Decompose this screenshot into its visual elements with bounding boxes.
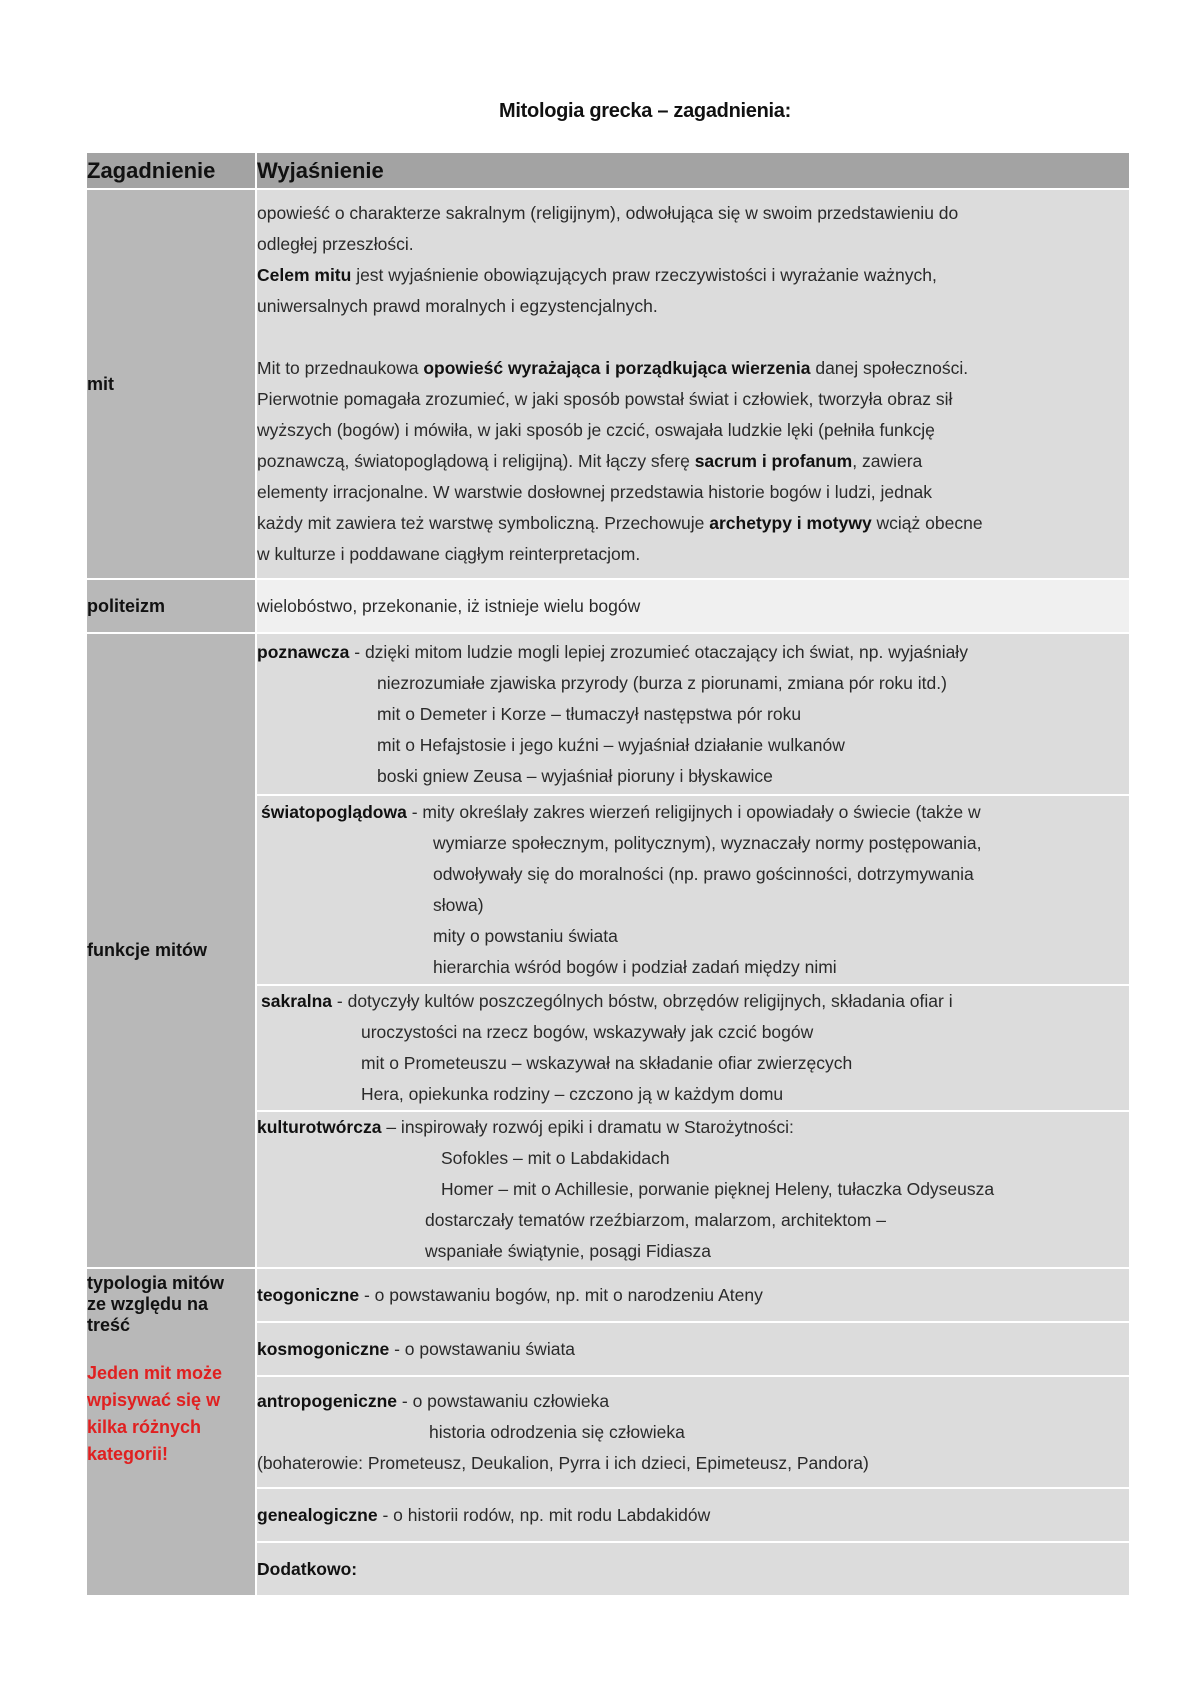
text-line: Pierwotnie pomagała zrozumieć, w jaki sposób powstał świat i człowiek, tworzyła obraz sił	[257, 389, 953, 409]
text-line: słowa)	[433, 895, 484, 915]
explanation-sakralna	[257, 986, 1129, 1112]
table-header-row	[87, 153, 1129, 190]
text-line: wyższych (bogów) i mówiła, w jaki sposób je czcić, oswajała ludzkie lęki (pełniła funkcję	[257, 420, 935, 440]
text-line: dostarczały tematów rzeźbiarzom, malarzom, architektom –	[425, 1210, 886, 1230]
topic-line: typologia mitów	[87, 1273, 224, 1293]
explanation-politeizm: wielobóstwo, przekonanie, iż istnieje wielu bogów	[257, 580, 1129, 634]
text-line: odwoływały się do moralności (np. prawo gościnności, dotrzymywania	[433, 864, 974, 884]
topic-typologia	[87, 1269, 257, 1597]
text-line: niezrozumiałe zjawiska przyrody (burza z piorunami, zmiana pór roku itd.)	[377, 672, 947, 693]
topic-mit: mit	[87, 190, 257, 580]
explanation-dodatkowo: Dodatkowo:	[257, 1543, 1129, 1597]
text-line: Hera, opiekunka rodziny – czczono ją w każdym domu	[361, 1084, 784, 1104]
text-line: Homer – mit o Achillesie, porwanie pięknej Heleny, tułaczka Odyseusza	[441, 1179, 995, 1199]
text-line: mity o powstaniu świata	[433, 926, 618, 946]
explanation-mit	[257, 190, 1129, 580]
table-row	[87, 580, 1129, 634]
explanation-kulturotworcza	[257, 1112, 1129, 1269]
category-note: Jeden mit może wpisywać się w kilka różnych kategorii!	[87, 1363, 223, 1464]
text-line: poznawczą, światopoglądową i religijną). Mit łączy sferę sacrum i profanum, zawiera	[257, 451, 923, 471]
text-line: uroczystości na rzecz bogów, wskazywały jak czcić bogów	[361, 1022, 814, 1042]
topic-funkcje-mitow: funkcje mitów	[87, 634, 257, 1269]
header-explanation: Wyjaśnienie	[257, 153, 1129, 190]
text-line: odległej przeszłości.	[257, 234, 414, 254]
topics-table	[87, 153, 1129, 1597]
header-topic: Zagadnienie	[87, 153, 257, 190]
explanation-teogoniczne: teogoniczne - o powstawaniu bogów, np. mit o narodzeniu Ateny	[257, 1269, 1129, 1323]
text-line: historia odrodzenia się człowieka	[429, 1421, 685, 1442]
text-line: (bohaterowie: Prometeusz, Deukalion, Pyrra i ich dzieci, Epimeteusz, Pandora)	[257, 1452, 869, 1473]
text-line: Sofokles – mit o Labdakidach	[441, 1148, 670, 1168]
text-line: uniwersalnych prawd moralnych i egzystencjalnych.	[257, 296, 658, 316]
text-line: sakralna - dotyczyły kultów poszczególnych bóstw, obrzędów religijnych, składania ofiar i	[261, 991, 953, 1011]
explanation-genealogiczne: genealogiczne - o historii rodów, np. mit rodu Labdakidów	[257, 1489, 1129, 1543]
topic-line: ze względu na	[87, 1294, 209, 1314]
explanation-swiatopogladowa	[257, 796, 1129, 986]
text-line: mit o Demeter i Korze – tłumaczył następstwa pór roku	[377, 703, 802, 724]
text-line: poznawcza - dzięki mitom ludzie mogli lepiej zrozumieć otaczający ich świat, np. wyjaśniały	[257, 641, 968, 662]
text-line: w kulturze i poddawane ciągłym reinterpretacjom.	[257, 544, 641, 564]
text-line: Celem mitu jest wyjaśnienie obowiązujących praw rzeczywistości i wyrażanie ważnych,	[257, 265, 937, 285]
table-row	[87, 190, 1129, 580]
text-line: mit o Hefajstosie i jego kuźni – wyjaśniał działanie wulkanów	[377, 734, 845, 755]
topic-politeizm: politeizm	[87, 580, 257, 634]
explanation-kosmogoniczne: kosmogoniczne - o powstawaniu świata	[257, 1323, 1129, 1377]
table-row	[87, 634, 1129, 796]
table-row	[87, 1269, 1129, 1323]
text-line: światopoglądowa - mity określały zakres wierzeń religijnych i opowiadały o świecie (także w	[261, 802, 981, 822]
text-line: hierarchia wśród bogów i podział zadań między nimi	[433, 957, 837, 977]
text-line: antropogeniczne - o powstawaniu człowieka	[257, 1390, 610, 1411]
explanation-antropogeniczne	[257, 1377, 1129, 1489]
text-line: elementy irracjonalne. W warstwie dosłownej przedstawia historie bogów i ludzi, jednak	[257, 482, 933, 502]
text-line: wymiarze społecznym, politycznym), wyznaczały normy postępowania,	[433, 833, 982, 853]
topic-line: treść	[87, 1315, 131, 1335]
text-line: boski gniew Zeusa – wyjaśniał pioruny i błyskawice	[377, 765, 773, 786]
text-line: mit o Prometeuszu – wskazywał na składanie ofiar zwierzęcych	[361, 1053, 853, 1073]
text-line: wspaniałe świątynie, posągi Fidiasza	[425, 1241, 711, 1261]
text-line: opowieść o charakterze sakralnym (religijnym), odwołująca się w swoim przedstawieniu do	[257, 203, 959, 223]
text-line: kulturotwórcza – inspirowały rozwój epiki i dramatu w Starożytności:	[257, 1117, 794, 1137]
explanation-poznawcza	[257, 634, 1129, 796]
text-line: Mit to przednaukowa opowieść wyrażająca i porządkująca wierzenia danej społeczności.	[257, 358, 969, 378]
text-line: każdy mit zawiera też warstwę symboliczną. Przechowuje archetypy i motywy wciąż obecne	[257, 513, 983, 533]
page-title: Mitologia grecka – zagadnienia:	[499, 100, 791, 122]
